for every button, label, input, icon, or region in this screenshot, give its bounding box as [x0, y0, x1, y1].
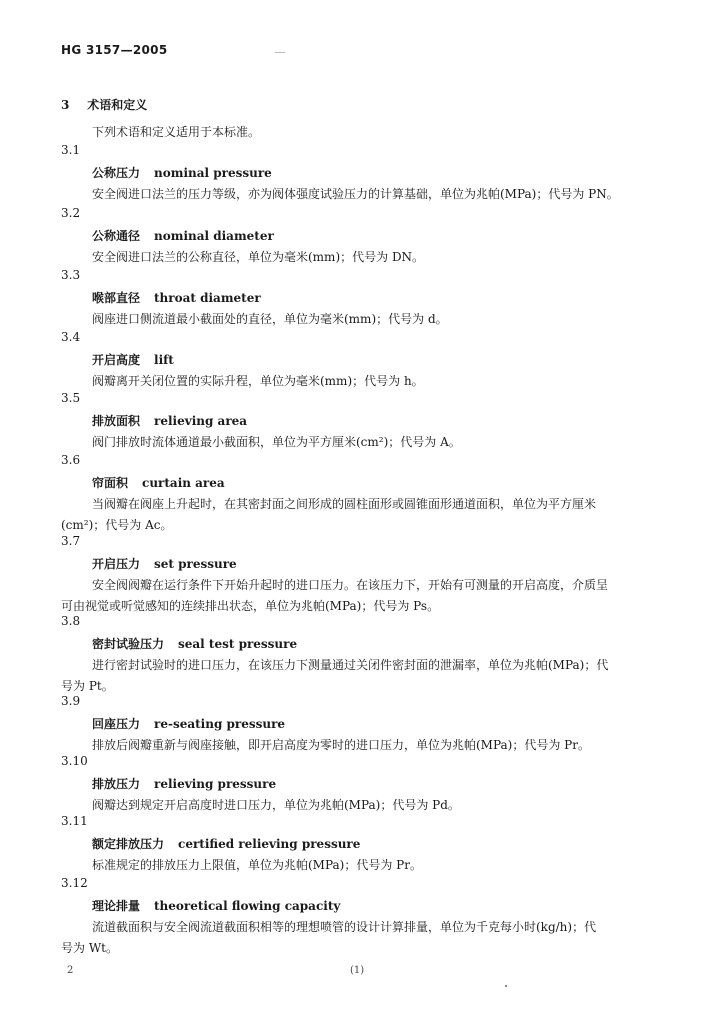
definition-line: 安全阀进口法兰的公称直径，单位为毫米(mm)；代号为 DN。 [92, 250, 425, 264]
term-number: 3.8 [61, 614, 81, 628]
term-name-en: curtain area [142, 476, 225, 490]
term-name-en: re-seating pressure [154, 717, 286, 731]
term-definition [61, 575, 666, 617]
definition-line: 进行密封试验时的进口压力，在该压力下测量通过关闭件密封面的泄漏率，单位为兆帕(MPa)；代 [92, 658, 609, 672]
term-name-zh: 排放面积 [92, 414, 141, 428]
definition-line: 可由视觉或听觉感知的连续排出状态，单位为兆帕(MPa)；代号为 Ps。 [61, 599, 440, 613]
term-name-zh: 额定排放压力 [92, 837, 165, 851]
definition-line: 阀座进口侧流道最小截面处的直径，单位为毫米(mm)；代号为 d。 [92, 312, 448, 326]
term-name-en: nominal diameter [154, 229, 274, 243]
section-title: 术语和定义 [87, 98, 148, 112]
term-definition [92, 432, 666, 453]
term-name [92, 289, 261, 306]
definition-line: 阀门排放时流体通道最小截面积，单位为平方厘米(cm²)；代号为 A。 [92, 435, 461, 449]
term-definition [61, 917, 666, 959]
definition-line: (cm²)；代号为 Ac。 [61, 518, 173, 532]
term-name-en: relieving area [154, 414, 248, 428]
term-name [92, 164, 272, 181]
term-number: 3.3 [61, 268, 81, 282]
term-name [92, 474, 225, 491]
definition-line: 号为 Pt。 [61, 679, 114, 693]
term-name [92, 715, 285, 732]
definition-line: 安全阀进口法兰的压力等级，亦为阀体强度试验压力的计算基础，单位为兆帕(MPa)；代号为 PN。 [92, 187, 619, 201]
term-definition [92, 184, 666, 205]
term-name [92, 775, 276, 792]
term-definition [92, 309, 666, 330]
term-name-en: certified relieving pressure [178, 837, 361, 851]
term-name [92, 412, 247, 429]
definition-line: 标准规定的排放压力上限值，单位为兆帕(MPa)；代号为 Pr。 [92, 858, 422, 872]
term-name-zh: 理论排量 [92, 899, 141, 913]
term-definition [92, 735, 666, 756]
definition-line: 当阀瓣在阀座上升起时，在其密封面之间形成的圆柱面形或圆锥面形通道面积，单位为平方厘米 [92, 497, 597, 511]
term-definition [92, 795, 666, 816]
term-number: 3.10 [61, 754, 88, 768]
term-number: 3.4 [61, 330, 81, 344]
term-number: 3.7 [61, 534, 81, 548]
definition-line: 阀瓣达到规定开启高度时进口压力，单位为兆帕(MPa)；代号为 Pd。 [92, 798, 460, 812]
term-name-zh: 密封试验压力 [92, 637, 165, 651]
term-name-zh: 帘面积 [92, 476, 129, 490]
term-number: 3.2 [61, 206, 81, 220]
scan-speck [505, 985, 507, 987]
term-name-en: relieving pressure [154, 777, 277, 791]
term-number: 3.12 [61, 876, 88, 890]
term-name-en: lift [154, 353, 174, 367]
definition-line: 排放后阀瓣重新与阀座接触，即开启高度为零时的进口压力，单位为兆帕(MPa)；代号为 Pr。 [92, 738, 590, 752]
term-definition [61, 655, 666, 697]
term-number: 3.5 [61, 391, 81, 405]
term-name-zh: 回座压力 [92, 717, 141, 731]
term-name-en: throat diameter [154, 291, 261, 305]
term-name-zh: 开启高度 [92, 353, 141, 367]
definition-line: 安全阀阀瓣在运行条件下开始升起时的进口压力。在该压力下，开始有可测量的开启高度，介质呈 [92, 578, 609, 592]
term-name [92, 635, 297, 652]
term-number: 3.9 [61, 694, 81, 708]
definition-line: 阀瓣离开关闭位置的实际升程，单位为毫米(mm)；代号为 h。 [92, 374, 424, 388]
term-name-en: seal test pressure [178, 637, 298, 651]
term-name-zh: 喉部直径 [92, 291, 141, 305]
term-name-zh: 开启压力 [92, 557, 141, 571]
term-name-en: set pressure [154, 557, 237, 571]
intro-paragraph: 下列术语和定义适用于本标准。 [92, 125, 261, 139]
footer-mark: (1) [350, 965, 365, 976]
term-name-zh: 公称通径 [92, 229, 141, 243]
term-name-zh: 排放压力 [92, 777, 141, 791]
definition-line: 号为 Wt。 [61, 941, 118, 955]
term-definition [92, 371, 666, 392]
term-name [92, 835, 360, 852]
term-number: 3.1 [61, 143, 81, 157]
term-name-zh: 公称压力 [92, 166, 141, 180]
standard-code-header: HG 3157—2005 [61, 43, 168, 57]
term-definition [92, 247, 666, 268]
definition-line: 流道截面积与安全阀流道截面积相等的理想喷管的设计计算排量，单位为千克每小时(kg/h)；代 [92, 920, 597, 934]
section-heading [61, 96, 147, 113]
term-definition [61, 494, 666, 536]
term-definition [92, 855, 666, 876]
section-number: 3 [61, 98, 70, 112]
term-name [92, 351, 174, 368]
term-name [92, 227, 274, 244]
term-number: 3.11 [61, 814, 88, 828]
term-name-en: theoretical flowing capacity [154, 899, 341, 913]
page-number: 2 [67, 965, 74, 976]
header-rule [275, 52, 285, 53]
term-name-en: nominal pressure [154, 166, 272, 180]
term-name [92, 897, 340, 914]
term-name [92, 555, 237, 572]
term-number: 3.6 [61, 453, 81, 467]
